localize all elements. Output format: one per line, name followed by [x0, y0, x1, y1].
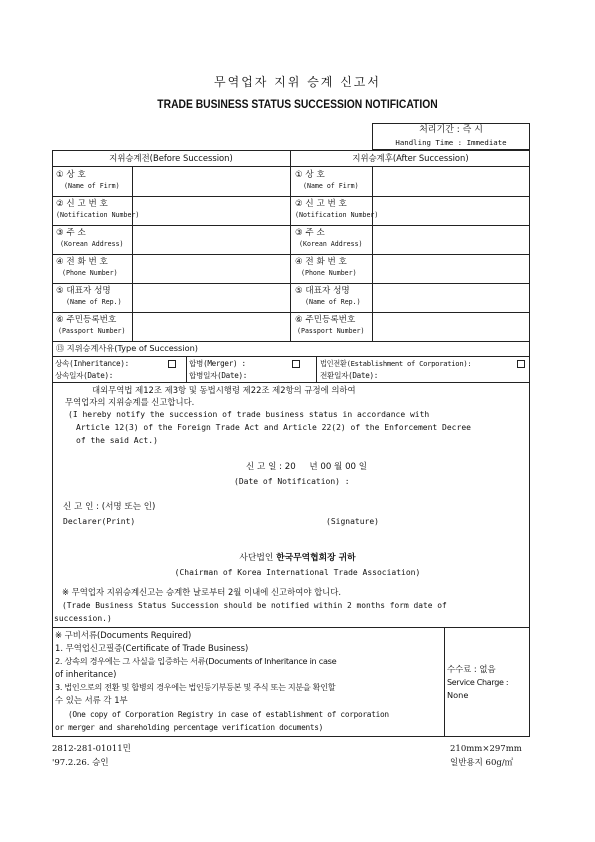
merger-label: 합병(Merger) :	[189, 359, 246, 368]
before-notification-number-label: ② 신 고 번 호 (Notification Number)	[56, 199, 140, 219]
declarer-label: 신 고 인 : (서명 또는 인)	[63, 502, 156, 512]
declaration-korean-line2: 무역업자의 지위승계를 신고합니다.	[65, 397, 195, 407]
documents-header: ※ 구비서류(Documents Required)	[55, 630, 192, 640]
signature-label: (Signature)	[326, 517, 379, 526]
notification-date-label: 신 고 일 : 20 년 00 월 00 일	[246, 462, 368, 472]
approval-date: '97.2.26. 승인	[52, 758, 109, 768]
documents-line1: 1. 무역업신고필증(Certificate of Trade Business)	[55, 643, 249, 653]
addressee: 사단법인 한국무역협회장 귀하	[239, 553, 356, 563]
merger-checkbox[interactable]	[292, 360, 300, 368]
addressee-english: (Chairman of Korea International Trade Association)	[174, 568, 421, 577]
before-phone-label: ④ 전 화 번 호 (Phone Number)	[56, 257, 118, 277]
form-code: 2812-281-01011민	[52, 744, 131, 754]
before-succession-header: 지위승계전(Before Succession)	[109, 153, 233, 163]
before-passport-input[interactable]	[133, 313, 290, 341]
documents-line6: (One copy of Corporation Registry in case of establishment of corporation	[68, 710, 389, 719]
notification-date-english: (Date of Notification) :	[234, 477, 350, 486]
handling-time-korean: 처리기간 : 즉 시	[419, 125, 483, 135]
form-title-korean: 무역업자 지위 승계 신고서	[214, 75, 381, 89]
corporation-checkbox[interactable]	[517, 360, 525, 368]
paper-size: 210mm×297mm	[450, 744, 522, 754]
merger-date-label: 합병일자(Date):	[189, 371, 248, 380]
after-succession-header: 지위승계후(After Succession)	[352, 153, 469, 163]
before-address-input[interactable]	[133, 226, 290, 254]
form-title-english: TRADE BUSINESS STATUS SUCCESSION NOTIFICATION	[157, 97, 438, 111]
after-address-input[interactable]	[373, 226, 530, 254]
after-notification-number-label: ② 신 고 번 호 (Notification Number)	[295, 199, 379, 219]
before-representative-input[interactable]	[133, 284, 290, 312]
declaration-english-line3: of the said Act.)	[76, 436, 158, 445]
after-phone-label: ④ 전 화 번 호 (Phone Number)	[295, 257, 357, 277]
inheritance-checkbox[interactable]	[168, 360, 176, 368]
after-representative-label: ⑤ 대표자 성명 (Name of Rep.)	[295, 286, 361, 306]
notice-english-line1: (Trade Business Status Succession should be notified within 2 months form date of	[62, 601, 447, 610]
service-charge-korean: 수수료 : 없음	[447, 664, 496, 674]
declaration-english-line1: (I hereby notify the succession of trade business status in accordance with	[68, 410, 430, 419]
before-firm-name-label: ① 상 호 (Name of Firm)	[56, 170, 120, 190]
corporation-label: 법인전환(Establishment of Corporation):	[320, 359, 472, 368]
before-notification-number-input[interactable]	[133, 197, 290, 225]
paper-type: 일반용지 60g/㎡	[450, 758, 514, 768]
documents-line2: 2. 상속의 경우에는 그 사실을 입증하는 서류(Documents of Inheritance in case	[55, 656, 337, 666]
succession-type-label: ⑬ 지위승계사유(Type of Succession)	[56, 343, 198, 353]
documents-line4: 3. 법인으로의 전환 및 합병의 경우에는 법인등기부등본 및 주식 또는 지분을 확인할	[55, 682, 336, 692]
documents-line5: 수 있는 서류 각 1부	[55, 695, 128, 705]
notice-korean: ※ 무역업자 지위승계신고는 승계한 날로부터 2월 이내에 신고하여야 합니다.	[62, 587, 342, 597]
after-phone-input[interactable]	[373, 255, 530, 283]
service-charge-value: None	[447, 690, 469, 700]
after-notification-number-input[interactable]	[373, 197, 530, 225]
documents-line7: or merger and shareholding percentage verification documents)	[55, 723, 324, 732]
inheritance-label: 상속(Inheritance):	[55, 359, 129, 368]
after-address-label: ③ 주 소 (Korean Address)	[295, 228, 363, 248]
notification-date-value[interactable]: 년 00 월 00 일	[309, 462, 368, 472]
inheritance-date-label: 상속일자(Date):	[55, 371, 114, 380]
before-representative-label: ⑤ 대표자 성명 (Name of Rep.)	[56, 286, 122, 306]
before-phone-input[interactable]	[133, 255, 290, 283]
handling-time-english: Handling Time : Immediate	[395, 138, 507, 147]
after-firm-name-input[interactable]	[373, 167, 530, 196]
after-passport-input[interactable]	[373, 313, 530, 341]
before-passport-label: ⑥ 주민등록번호 (Passport Number)	[56, 315, 126, 335]
declarer-print-label: Declarer(Print)	[63, 517, 136, 526]
after-representative-input[interactable]	[373, 284, 530, 312]
corporation-date-label: 전환일자(Date):	[320, 371, 379, 380]
after-firm-name-label: ① 상 호 (Name of Firm)	[295, 170, 359, 190]
before-firm-name-input[interactable]	[133, 167, 290, 196]
declaration-english-line2: Article 12(3) of the Foreign Trade Act and Article 22(2) of the Enforcement Decree	[76, 423, 471, 432]
before-address-label: ③ 주 소 (Korean Address)	[56, 228, 124, 248]
after-passport-label: ⑥ 주민등록번호 (Passport Number)	[295, 315, 365, 335]
declaration-korean-line1: 대외무역법 제12조 제3항 및 동법시행령 제22조 제2항의 규정에 의하여	[92, 385, 356, 395]
documents-line3: of inheritance)	[55, 669, 117, 679]
notice-english-line2: succession.)	[54, 614, 112, 623]
service-charge-english: Service Charge :	[447, 678, 509, 687]
